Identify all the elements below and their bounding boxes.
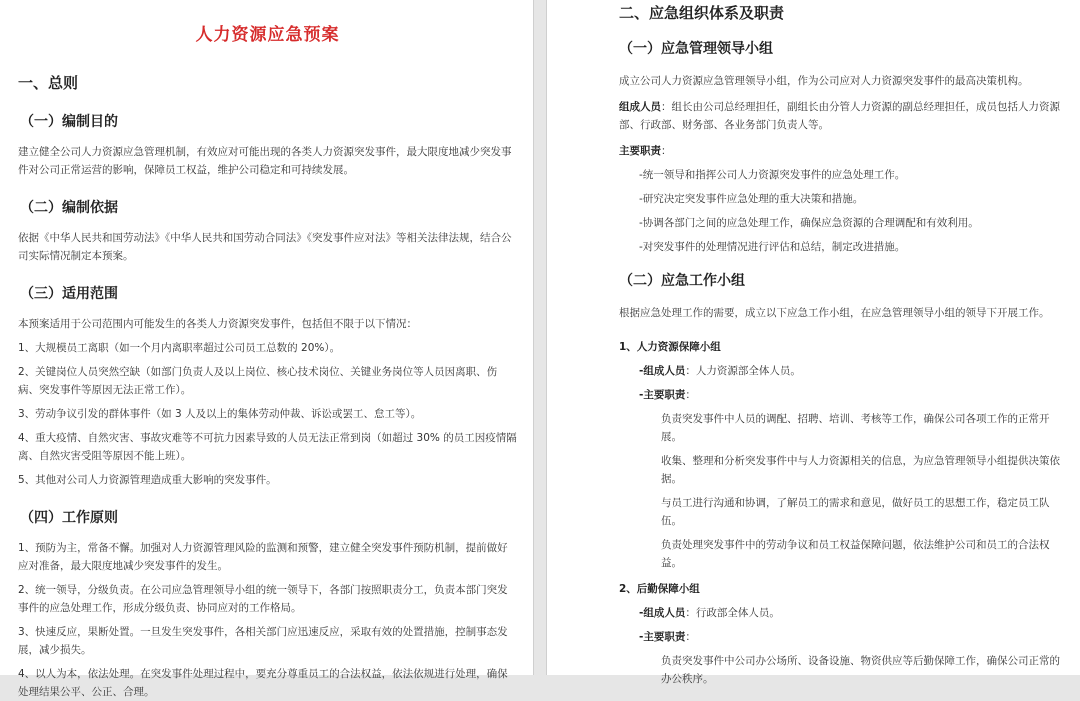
document-page-left: [0, 0, 534, 698]
members-label: 组成人员: [619, 101, 661, 113]
subsection-heading: （一）编制目的: [20, 114, 118, 130]
members-paragraph: [639, 604, 1066, 622]
subsection-heading: （三）适用范围: [20, 286, 118, 302]
paragraph: 根据应急处理工作的需要，成立以下应急工作小组，在应急管理领导小组的领导下开展工作。: [619, 307, 1050, 319]
paragraph: 建立健全公司人力资源应急管理机制，有效应对可能出现的各类人力资源突发事件，最大限度地减少突发事件对公司正常运营的影响，保障员工权益，维护公司稳定和可持续发展。: [18, 146, 512, 176]
duties-label-line: [619, 142, 1066, 160]
duty-item: -统一领导和指挥公司人力资源突发事件的应急处理工作。: [639, 169, 906, 181]
duty-item: -研究决定突发事件应急处理的重大决策和措施。: [639, 193, 864, 205]
members-paragraph: [639, 362, 1066, 380]
paragraph: 本预案适用于公司范围内可能发生的各类人力资源突发事件，包括但不限于以下情况：: [18, 318, 417, 330]
paragraph: 成立公司人力资源应急管理领导小组，作为公司应对人力资源突发事件的最高决策机构。: [619, 75, 1029, 87]
subsection-heading: （二）编制依据: [20, 200, 118, 216]
duties-label-line: [639, 386, 1066, 404]
members-label: -组成人员: [639, 365, 686, 377]
subsection-heading: （四）工作原则: [20, 510, 118, 526]
section-general-heading: 一、总则: [18, 74, 79, 92]
subsection-basis: [18, 197, 517, 265]
list-item: 4、重大疫情、自然灾害、事故灾难等不可抗力因素导致的人员无法正常到岗（如超过 30% 的员工因疫情隔离、自然灾害受阻等原因不能上班）。: [18, 432, 517, 462]
duty-item: -协调各部门之间的应急处理工作，确保应急资源的合理调配和有效利用。: [639, 217, 979, 229]
members-text: ：行政部全体人员。: [685, 607, 780, 619]
paragraph: 依据《中华人民共和国劳动法》《中华人民共和国劳动合同法》《突发事件应对法》等相关法律法规，结合公司实际情况制定本预案。: [18, 232, 512, 262]
list-item: 1、大规模员工离职（如一个月内离职率超过公司员工总数的 20%）。: [18, 342, 341, 354]
list-item: 4、以人为本，依法处理。在突发事件处理过程中，要充分尊重员工的合法权益，依法依规进行处理，确保处理结果公平、公正、合理。: [18, 668, 508, 698]
subsection-principles: [18, 507, 517, 701]
duty-item: 负责突发事件中公司办公场所、设备设施、物资供应等后勤保障工作，确保公司正常的办公秩序。: [661, 655, 1060, 685]
group-title: 1、人力资源保障小组: [619, 341, 721, 353]
members-text: ：组长由公司总经理担任，副组长由分管人力资源的副总经理担任，成员包括人力资源部、行政部、财务部、各业务部门负责人等。: [619, 101, 1060, 131]
duties-label: 主要职责: [619, 145, 661, 157]
duty-item: 负责突发事件中人员的调配、招聘、培训、考核等工作，确保公司各项工作的正常开展。: [661, 413, 1050, 443]
list-item: 2、统一领导，分级负责。在公司应急管理领导小组的统一领导下，各部门按照职责分工，负责本部门突发事件的应急处理工作，形成分级负责、协同应对的工作格局。: [18, 584, 508, 614]
list-item: 3、劳动争议引发的群体事件（如 3 人及以上的集体劳动仲裁、诉讼或罢工、怠工等）。: [18, 408, 422, 420]
members-paragraph: [619, 98, 1066, 134]
members-label: -组成人员: [639, 607, 686, 619]
duty-item: 与员工进行沟通和协调，了解员工的需求和意见，做好员工的思想工作，稳定员工队伍。: [661, 497, 1050, 527]
page-gap: [534, 0, 546, 675]
document-page-right: [546, 0, 1080, 685]
list-item: 1、预防为主，常备不懈。加强对人力资源管理风险的监测和预警，建立健全突发事件预防机制，提前做好应对准备，最大限度地减少突发事件的发生。: [18, 542, 508, 572]
subsection-purpose: [18, 111, 517, 179]
list-item: 2、关键岗位人员突然空缺（如部门负责人及以上岗位、核心技术岗位、关键业务岗位等人员因离职、伤病、突发事件等原因无法正常工作）。: [18, 366, 498, 396]
duty-item: -对突发事件的处理情况进行评估和总结，制定改进措施。: [639, 241, 906, 253]
list-item: 3、快速反应，果断处置。一旦发生突发事件，各相关部门应迅速反应，采取有效的处置措施，控制事态发展，减少损失。: [18, 626, 508, 656]
duties-colon: ：: [685, 389, 696, 401]
duties-colon: ：: [685, 631, 696, 643]
duty-item: 收集、整理和分析突发事件中与人力资源相关的信息，为应急管理领导小组提供决策依据。: [661, 455, 1060, 485]
subsection-heading: （二）应急工作小组: [619, 273, 745, 289]
group-title: 2、后勤保障小组: [619, 583, 700, 595]
duties-label-line: [639, 628, 1066, 646]
document-title: 人力资源应急预案: [195, 25, 340, 45]
subsection-scope: [18, 283, 517, 489]
duties-colon: ：: [661, 145, 672, 157]
section-organization-heading: 二、应急组织体系及职责: [619, 4, 785, 22]
subsection-heading: （一）应急管理领导小组: [619, 41, 773, 57]
duties-label: -主要职责: [639, 631, 686, 643]
duty-item: 负责处理突发事件中的劳动争议和员工权益保障问题，依法维护公司和员工的合法权益。: [661, 539, 1050, 569]
list-item: 5、其他对公司人力资源管理造成重大影响的突发事件。: [18, 474, 277, 486]
members-text: ：人力资源部全体人员。: [685, 365, 801, 377]
duties-label: -主要职责: [639, 389, 686, 401]
